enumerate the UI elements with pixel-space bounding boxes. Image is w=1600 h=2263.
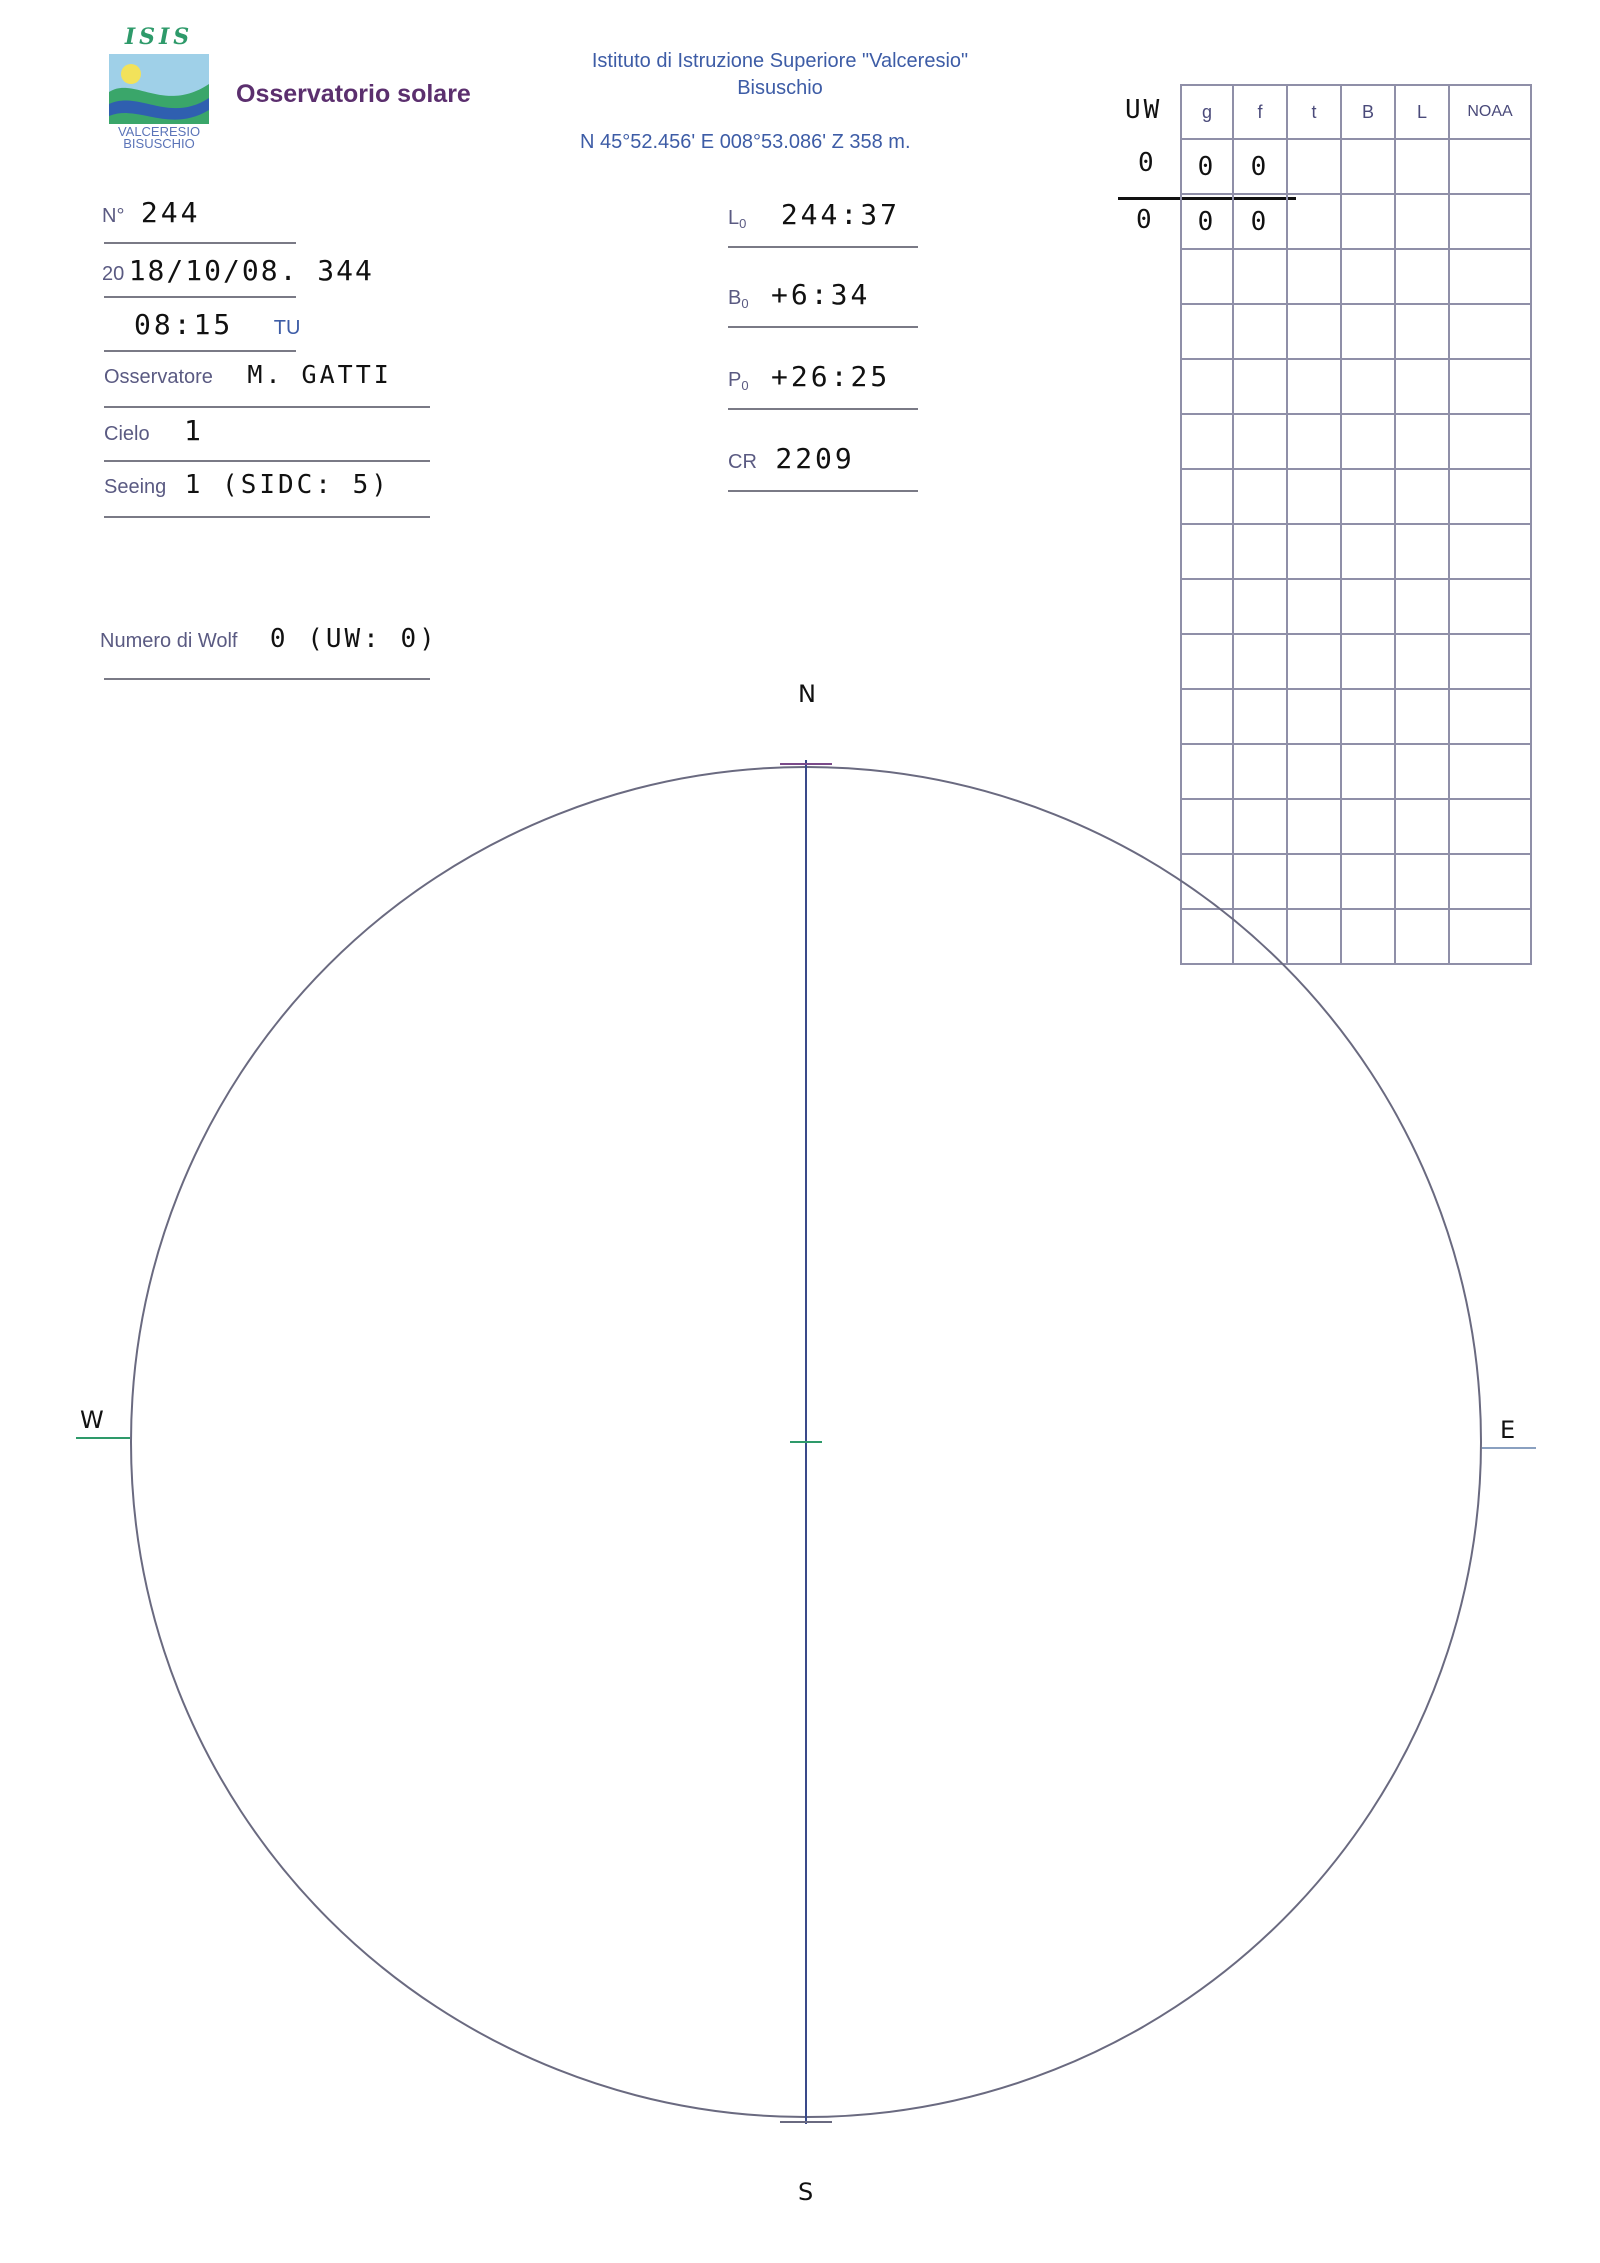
logo-text-line1: VALCERESIO	[117, 124, 201, 139]
observer-label: Osservatore	[104, 366, 213, 388]
col-header-f: f	[1233, 85, 1287, 139]
seeing-value: 1 (SIDC: 5)	[184, 470, 390, 500]
p0-label: P	[728, 369, 742, 391]
sky-label: Cielo	[104, 423, 150, 445]
observatory-title: Osservatorio solare	[236, 80, 471, 108]
wolf-label: Numero di Wolf	[100, 630, 238, 652]
date-value: 18/10/08. 344	[128, 254, 374, 287]
row2-g: 0	[1181, 194, 1233, 249]
cr-value: 2209	[775, 442, 855, 475]
south-label: S	[798, 2178, 814, 2206]
b0-sub: 0	[741, 296, 749, 312]
sky-value: 1	[184, 414, 204, 447]
cr-label: CR	[728, 451, 757, 473]
time-value: 08:15	[134, 308, 234, 341]
uw-row2-value: 0	[1136, 205, 1155, 235]
l0-label: L	[728, 207, 740, 229]
west-label: W	[80, 1406, 104, 1434]
b0-value: +6:34	[771, 278, 871, 311]
time-label: TU	[273, 317, 301, 339]
p0-sub: 0	[741, 378, 749, 394]
l0-sub: 0	[739, 216, 747, 232]
school-line1: Istituto di Istruzione Superiore "Valceresio"	[591, 50, 969, 72]
number-value: 244	[140, 196, 201, 229]
row1-f: 0	[1233, 139, 1287, 194]
col-header-noaa: NOAA	[1449, 85, 1531, 139]
row2-f: 0	[1233, 194, 1287, 249]
school-line2: Bisuschio	[737, 77, 823, 99]
l0-value: 244:37	[780, 198, 900, 231]
number-label: N°	[102, 205, 125, 227]
logo-mark: ISIS	[124, 24, 194, 50]
observer-value: M. GATTI	[247, 360, 392, 389]
col-header-t: t	[1287, 85, 1341, 139]
wolf-value: 0 (UW: 0)	[269, 624, 438, 654]
date-prefix: 20	[102, 263, 125, 285]
uw-header: UW	[1125, 95, 1163, 125]
p0-value: +26:25	[771, 360, 891, 393]
col-header-g: g	[1181, 85, 1233, 139]
uw-row1-value: 0	[1138, 148, 1157, 178]
seeing-label: Seeing	[104, 476, 167, 498]
row1-g: 0	[1181, 139, 1233, 194]
logo-text-line2: BISUSCHIO	[123, 136, 195, 151]
north-label: N	[798, 680, 816, 708]
col-header-b: B	[1341, 85, 1395, 139]
observatory-coordinates: N 45°52.456' E 008°53.086' Z 358 m.	[580, 131, 911, 153]
east-label: E	[1500, 1416, 1516, 1444]
col-header-l: L	[1395, 85, 1449, 139]
b0-label: B	[728, 287, 742, 309]
